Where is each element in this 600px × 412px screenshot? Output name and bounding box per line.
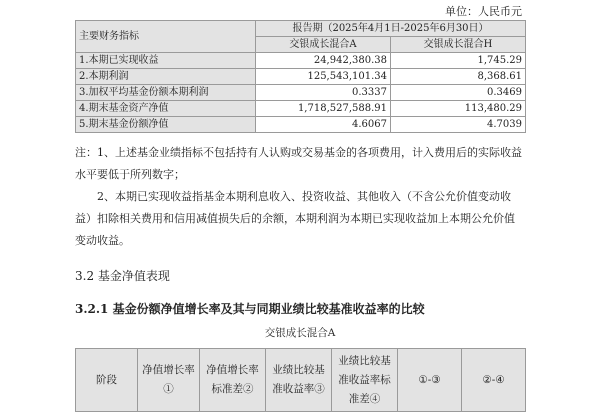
row-label: 5.期末基金份额净值 — [76, 117, 256, 133]
class-h-value: 4.7039 — [391, 117, 526, 133]
table-header-row — [76, 349, 526, 412]
table-row — [76, 53, 526, 69]
col-nav-growth-std: 净值增长率标准差② — [200, 349, 266, 412]
class-h-value: 0.3469 — [391, 85, 526, 101]
class-h-value: 1,745.29 — [391, 53, 526, 69]
col-stage: 阶段 — [76, 349, 138, 412]
class-h-value: 113,480.29 — [391, 101, 526, 117]
class-h-header: 交银成长混合H — [391, 37, 526, 53]
fund-caption: 交银成长混合A — [264, 327, 336, 339]
class-a-value: 24,942,380.38 — [256, 53, 391, 69]
col-diff-2-4: ②-④ — [462, 349, 526, 412]
class-a-value: 0.3337 — [256, 85, 391, 101]
financial-indicators-table — [75, 20, 526, 133]
period-header: 报告期（2025年4月1日-2025年6月30日） — [256, 21, 526, 37]
table-header-row — [76, 21, 526, 37]
performance-table — [75, 348, 526, 412]
indicator-header: 主要财务指标 — [76, 21, 256, 53]
row-label: 1.本期已实现收益 — [76, 53, 256, 69]
row-label: 3.加权平均基金份额本期利润 — [76, 85, 256, 101]
subsection-heading: 3.2.1 基金份额净值增长率及其与同期业绩比较基准收益率的比较 — [75, 302, 425, 316]
table-row — [76, 101, 526, 117]
table-row — [76, 85, 526, 101]
row-label: 4.期末基金资产净值 — [76, 101, 256, 117]
col-benchmark-return: 业绩比较基准收益率③ — [266, 349, 332, 412]
note-2: 2、本期已实现收益指基金本期利息收入、投资收益、其他收入（不含公允价值变动收益）扣除相关费用和信用减值损失后的余额，本期利润为本期已实现收益加上本期公允价值变动收益。 — [75, 190, 515, 247]
note-1: 注：1、上述基金业绩指标不包括持有人认购或交易基金的各项费用，计入费用后的实际收益水平要低于所列数字； — [75, 146, 522, 181]
class-a-header: 交银成长混合A — [256, 37, 391, 53]
class-h-value: 8,368.61 — [391, 69, 526, 85]
table-row — [76, 69, 526, 85]
class-a-value: 4.6067 — [256, 117, 391, 133]
row-label: 2.本期利润 — [76, 69, 256, 85]
col-benchmark-std: 业绩比较基准收益率标准差④ — [332, 349, 398, 412]
col-diff-1-3: ①-③ — [398, 349, 462, 412]
unit-label: 单位：人民币元 — [445, 5, 522, 18]
class-a-value: 1,718,527,588.91 — [256, 101, 391, 117]
col-nav-growth: 净值增长率① — [138, 349, 200, 412]
table-row — [76, 117, 526, 133]
section-heading: 3.2 基金净值表现 — [75, 269, 170, 283]
class-a-value: 125,543,101.34 — [256, 69, 391, 85]
